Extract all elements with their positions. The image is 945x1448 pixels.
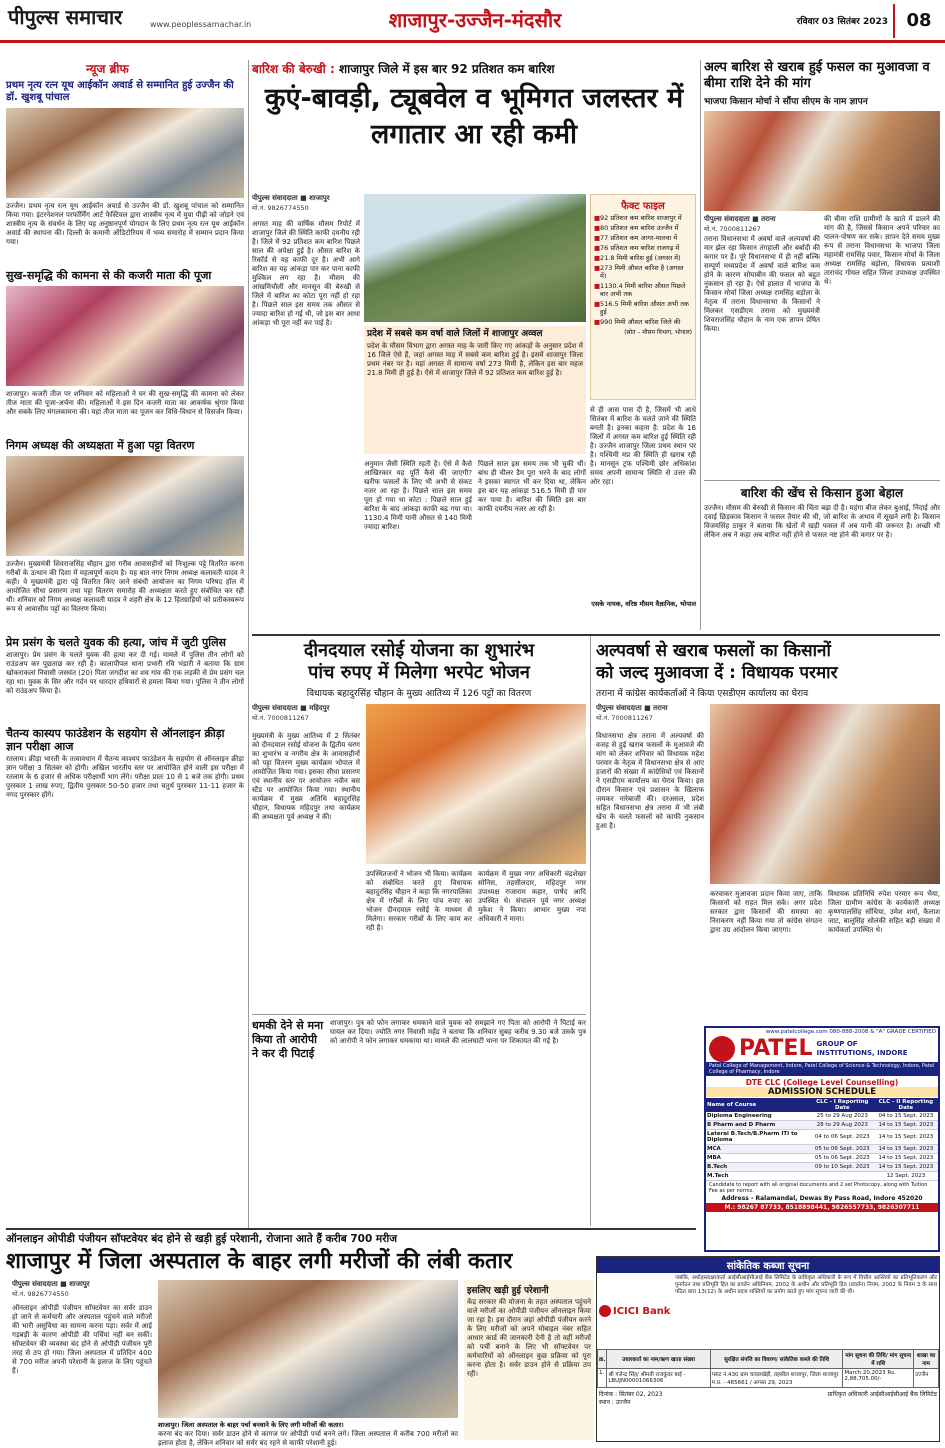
issue-date: रविवार 03 सितंबर 2023 — [796, 17, 888, 27]
notice-cell: प्लाट नं.430 ग्राम चावलखेड़ी, तहसील शाजापुर, जिला शाजापुर म.प्र. - 465661 / अगस्त 29, 2023 — [710, 1369, 843, 1388]
opd-box-head[interactable]: इसलिए खड़ी हुई परेशानी — [467, 1286, 549, 1296]
deen-text-3: कार्यक्रम में मुख्य नगर अधिकारी चंद्रशेखर सोनिस, तहसीलदार, महिदपुर नगर उपाध्यक्ष राजाराम कहार, पार्षद आदि उपस्थित थे। संचालन पूर्व नगर अध्यक्ष मुकेश ने किया। आभार मुख्य नपा अधिकारी ने माना। — [478, 870, 586, 923]
divider — [590, 636, 591, 1226]
bullet-icon: ■ — [594, 318, 601, 326]
logo[interactable] — [8, 3, 148, 35]
schedule-cell: 14 to 15 Sept. 2023 — [874, 1145, 938, 1154]
fact-list — [594, 214, 692, 326]
main-story — [252, 60, 696, 630]
notice-title: सांकेतिक कब्जा सूचना — [597, 1257, 939, 1273]
opd-box-text: केंद्र सरकार की योजना के तहत अस्पताल पहुंचने वाले मरीजों का ओपीडी पंजीयन ऑनलाइन किया जा रहा है। इस दौरान जहां ओपीडी पंजीयन करने के लिए मरीजों को अपने मोबाइल नंबर सहित आधार कार्ड की जानकारी देनी है तो वहीं मरीजों को पर्ची बनाने के लिए भी सॉफ्टवेयर पर कर्मचारियों को ऑनलाइन कुछ प्रक्रिया को पूरा करना होता है। सर्वर डाउन होने से प्रक्रिया ठप रही। — [467, 1298, 591, 1378]
deen-text-2: उपस्थितजनों ने भोजन भी किया। कार्यक्रम को संबोधित करते हुए विधायक बहादुरसिंह चौहान ने कहा कि नगरपालिका क्षेत्र में गरीबों के लिए पांच रुपए का भोजन दीनदयाल रसोई के माध्यम से मिलेगा। सरकार गरीबों के लिए काम कर रही है। — [366, 870, 472, 932]
right2-headline[interactable]: बारिश की खेंच से किसान हुआ बेहाल — [740, 486, 904, 500]
fact-item: ■ 990 मिमी औसत बारिश जिले की — [594, 318, 681, 326]
fact-item: ■ 92 प्रतिशत कम बारिश शाजापुर में — [594, 214, 682, 222]
bullet-icon: ■ — [594, 234, 601, 242]
fact-item: ■ 1130.4 मिमी बारिश औसत पिछले बार अभी तक — [594, 282, 686, 298]
schedule-cell: M.Tech — [706, 1172, 811, 1181]
opd-story: ऑनलाइन ओपीडी पंजीयन सॉफ्टवेयर बंद होने से खड़ी हुई परेशानी, रोजाना आते हैं करीब 700 मरीज शाजापुर में जिला अस्पताल के बाहर लगी मरीजों की लंबी कतार पीपुल्स संवाददाता ■ शाजापुर मो.नं. 9826774550 ऑनलाइन ओपीडी पंजीयन सॉफ्टवेयर का सर्वर डाउन हो जाने से कर्मचारी और अस्पताल पहुंचने वाले मरीजों की भारी असुविधा का सामना करना पड़ा। सर्वर में आई गड़बड़ी के कारण ओपीडी की पर्चियां नहीं बन सकीं। सॉफ्टवेयर की व्यवस्था बंद होने से ओपीडी पंजीयन पूरी तरह से ठप हो गया। जिला अस्पताल में प्रतिदिन 400 से 700 मरीज अपनी परेशानी के इलाज के लिए पहुंचते हैं। शाजापुर। जिला अस्पताल के बाहर पर्चा बनवाने के लिए लगी मरीजों की कतार। करना बंद कर दिया। सर्वर डाउन होने से कागज पर ओपीडी पर्चा बनने लगे। जिला अस्पताल में करीब 700 मरीजों का इलाज होता है, लेकिन शनिवार को सर्वर बंद रहने से काफी परेशानी हुई। इसलिए खड़ी हुई परेशानी केंद्र सरकार की योजना के तहत अस्पताल पहुंचने वाले मरीजों का ओपीडी पंजीयन ऑनलाइन किया जा रहा है। इस दौरान जहां ओपीडी पंजीयन करने के लिए मरीजों को अपने मोबाइल नंबर सहित आधार कार्ड की जानकारी देनी है तो वहीं मरीजों को पर्ची बनाने के लिए भी सॉफ्टवेयर पर कर्मचारियों को ऑनलाइन कुछ प्रक्रिया को पूरा करना होता है। सर्वर डाउन होने से प्रक्रिया ठप रही। — [6, 1232, 696, 1442]
brief-text-4: शाजापुर। प्रेम प्रसंग के चलते युवक की हत्या कर दी गई। मामले में पुलिस तीन लोगों को राउंडअप कर पूछताछ कर रही है। कालापीपल थाना प्रभारी रवि भंडारी ने बताया कि ग्राम खोकराकलां निवासी जसवंत (20) पिता जगदीश का शव गांव की एक लड़की से प्रेम प्रसंग चल रहा था। युवक के सिर और गर्दन पर धारदार हथियारों से हमला किया गया। पुलिस ने तीन लोगों को राउंडअप किया है। — [6, 651, 244, 695]
gherao-photo — [710, 704, 940, 884]
schedule-cell: B.Tech — [706, 1163, 811, 1172]
deendayal-story: दीनदयाल रसोई योजना का शुभारंभ पांच रुपए में मिलेगा भरपेट भोजन विधायक बहादुरसिंह चौहान के मुख्य आतिथ्य में 126 पट्टों का वितरण पीपुल्स संवाददाता ■ महिदपुर मो.नं. 7000811267 मुख्यमंत्री के मुख्य आतिथ्य में 2 सितंबर को दीनदयाल रसोई योजना के द्वितीय चरण का शुभारंभ व नगरीय क्षेत्र के आवासहीनों को पट्टा वितरण मुख्य कार्यक्रम भोपाल में आयोजित किया गया। इसका सीधा प्रसारण एवं स्थानीय स्तर पर आयोजन नवीन बस स्टैंड पर आयोजित किया गया। स्थानीय कार्यक्रम में मुख्य अतिथि बहादुरसिंह चौहान, विधायक महिदपुर तथा कार्यक्रम की अध्यक्षता पूर्व अध्यक्ष ने की। उपस्थितजनों ने भोजन भी किया। कार्यक्रम को संबोधित करते हुए विधायक बहादुरसिंह चौहान ने कहा कि नगरपालिका क्षेत्र में गरीबों के लिए पांच रुपए का भोजन दीनदयाल रसोई के माध्यम से मिलेगा। सरकार गरीबों के लिए काम कर रही है। कार्यक्रम में मुख्य नगर अधिकारी चंद्रशेखर सोनिस, तहसीलदार, महिदपुर नगर उपाध्यक्ष राजाराम कहार, पार्षद आदि उपस्थित थे। संचालन पूर्व नगर अध्यक्ष मुकेश ने किया। आभार मुख्य नपा अधिकारी ने माना। — [252, 640, 586, 1020]
bullet-icon: ■ — [594, 300, 601, 308]
main-byline: पीपुल्स संवाददाता ■ शाजापुर मो.नं. 9826774550 — [252, 194, 330, 212]
bullet-icon: ■ — [594, 214, 601, 222]
notice-header-cell: शाखा का नाम — [914, 1350, 939, 1369]
schedule-cell: MCA — [706, 1145, 811, 1154]
parmar-story: अल्पवर्षा से खराब फसलों का किसानों को जल्द मुआवजा दें : विधायक परमार तराना में कांग्रेस कार्यकर्ताओं ने किया एसडीएम कार्यालय का घेराव पीपुल्स संवाददाता ■ तराना मो.नं. 7000811267 विधानसभा क्षेत्र तराना में अल्पवर्षा की वजह से हुई खराब फसलों के मुआवजे की मांग को लेकर शनिवार को विधायक महेश परमार के नेतृत्व में विधानसभा क्षेत्र से आए हजारों की संख्या में कांग्रेसियों एवं किसानों ने एसडीएम कार्यालय का घेराव किया। इस दौरान किसान एवं प्रशासन के खिलाफ जमकर नारेबाजी की। दरअसल, प्रदेश सहित विधानसभा क्षेत्र तराना में भी लंबी खेंच के चलते फसलों को काफी नुकसान हुआ है। करवाकर मुआवजा प्रदान किया जाए, ताकि किसानों को राहत मिल सके। अगर प्रदेश सरकार द्वारा किसानों की समस्या का निराकरण नहीं किया गया तो कांग्रेस संगठन द्वारा उग्र आंदोलन किया जाएगा। विधायक प्रतिनिधि रुपेश परमार रूप भैया, जिला ग्रामीण कांग्रेस के कार्यकारी अध्यक्ष कृष्णपालसिंह सोंधिया, उमेश शर्मा, कैलाश जाट, बालूसिंह सोलंकी सहित बड़ी संख्या में कार्यकर्ता उपस्थित थे। — [596, 640, 940, 1020]
award-photo — [6, 108, 244, 198]
main-text-3: पिछले साल इस समय तक भी चुकी थी। बांध ही चीलर डैम पूरा भरने के बाद लोगों ने इसका स्वागत भी कर दिया था, लेकिन इस बार यह आंकड़ा 516.5 मिमी ही पार कर पाया है। बारिश की स्थिति इस बार काफी दयनीय नजर आ रही है। — [478, 460, 586, 513]
brief-headline-3[interactable]: निगम अध्यक्ष की अध्यक्षता में हुआ पट्टा वितरण — [6, 439, 195, 452]
right2-text: उज्जैन। मौसम की बेरुखी से किसान की चिंता बढ़ा दी है। महंगा बीज लेकर बुआई, निंदाई और दवाई छिड़काव किसान ने फसल तैयार की थी, जो बारिश के अभाव में सूखने लगी है। किसान विजयसिंह ठाकुर ने बताया कि खेतों में खड़ी फसल में अब पानी की जरूरत है। अच्छी थी लेकिन अब ने कहा अब बारिश नहीं होने से फसल नष्ट होने की कगार पर है। — [704, 504, 940, 539]
schedule-cell: 12 Sept. 2023 — [874, 1172, 938, 1181]
dhamki-text: शाजापुर। पुत्र को फोन लगाकर धमकाने वाले युवक को समझाने गए पिता को आरोपी ने पिटाई कर घायल कर दिया। ज्योति नगर निवासी महेंद्र ने बताया कि शनिवार सुबह करीब 9.30 बजे उसके पुत्र को आरोपी ने फोन लगाकर धमकाया था। मामले की लालघाटी थाना पर शिकायत की गई है। — [330, 1019, 586, 1045]
schedule-cell: 05 to 06 Sept. 2023 — [811, 1154, 874, 1163]
deen-headline-1[interactable]: दीनदयाल रसोई योजना का शुभारंभ — [303, 640, 535, 661]
brief-label: न्यूज ब्रीफ — [86, 62, 129, 76]
teej-puja-photo — [6, 286, 244, 386]
dhamki-story — [252, 1014, 586, 1090]
schedule-row — [706, 1163, 938, 1172]
bullet-icon: ■ — [594, 254, 601, 262]
state-box-head[interactable]: प्रदेश में सबसे कम वर्षा वाले जिलों में शाजापुर अव्वल — [367, 329, 543, 339]
brief-text-5: रतलाम। क्रीड़ा भारती के तत्वावधान में चैतन्य काश्यप फाउंडेशन के सहयोग से ऑनलाइन क्रीड़ा ज्ञान परीक्षा 3 सितंबर को होगी। अखिल भारतीय स्तर पर आयोजित होने वाली इस परीक्षा में रतलाम के 6 हजार से अधिक परीक्षार्थी भाग लेंगे। परीक्षा प्रातः 10 से 1 बजे तक होगी। प्रथम पुरस्कार 1 लाख रुपए, द्वितीय पुरस्कार 50-50 हजार तथा चतुर्थ पुरस्कार 11-11 हजार के नगद पुरस्कार होंगे। — [6, 755, 244, 799]
notice-header-cell: क्र. — [598, 1350, 607, 1369]
fact-item: ■ 76 प्रतिशत कम बारिश राजगढ़ में — [594, 244, 680, 252]
divider — [6, 1228, 696, 1230]
schedule-row — [706, 1121, 938, 1130]
schedule-row — [706, 1172, 938, 1181]
bullet-icon: ■ — [594, 244, 601, 252]
notice-table — [597, 1349, 939, 1388]
notice-date: दिनांक : सितंबर 02, 2023 — [599, 1391, 663, 1398]
parmar-text-1: विधानसभा क्षेत्र तराना में अल्पवर्षा की वजह से हुई खराब फसलों के मुआवजे की मांग को लेकर शनिवार को विधायक महेश परमार के नेतृत्व में विधानसभा क्षेत्र से आए हजारों की संख्या में कांग्रेसियों एवं किसानों ने एसडीएम कार्यालय का घेराव किया। इस दौरान किसान एवं प्रशासन के खिलाफ जमकर नारेबाजी की। दरअसल, प्रदेश सहित विधानसभा क्षेत्र तराना में भी लंबी खेंच के चलते फसलों को काफी नुकसान हुआ है। — [596, 732, 704, 830]
deen-text-1: मुख्यमंत्री के मुख्य आतिथ्य में 2 सितंबर को दीनदयाल रसोई योजना के द्वितीय चरण का शुभारंभ व नगरीय क्षेत्र के आवासहीनों को पट्टा वितरण मुख्य कार्यक्रम भोपाल में आयोजित किया गया। इसका सीधा प्रसारण एवं स्थानीय स्तर पर आयोजन नवीन बस स्टैंड पर आयोजित किया गया। स्थानीय कार्यक्रम में मुख्य अतिथि बहादुरसिंह चौहान, विधायक महिदपुर तथा कार्यक्रम की अध्यक्षता पूर्व अध्यक्ष ने की। — [252, 732, 360, 821]
admission-schedule-table: Name of Course CLC - I Reporting Date CLC - II Reporting Date Diploma Engineering 25 to 29 Aug 2023 04 to 15 Sept. 2023 B Pharm and D Pharm 28 to 29 Aug 2023 14 to 15 Sept. 2023 Lateral B.Tech/B.Pharm ITI to Diploma 04 to 06 Sept. 2023 14 to 15 Sept. 2023 MCA 05 to 06 Sept. 2023 14 to 15 Sept. 2023 MBA 05 to 06 Sept. 2023 14 to 15 Sept. 2023 B.Tech 09 to 10 Sept. 2023 14 to 15 Sept. 2023 M.Tech 12 Sept. 2023 — [706, 1098, 938, 1181]
schedule-row — [706, 1130, 938, 1145]
brief-text-1: उज्जैन। प्रथम नृत्य रत्न यूथ आईकॉन अवार्ड से उज्जैन की डॉ. खुशबू पांचाल को सम्मानित किया गया। इंटरनेशनल परफॉर्मिंग आर्ट फेस्टिवल द्वारा शास्त्रीय नृत्य में युवा पीढ़ी को जोड़ने एवं शास्त्रीय नृत्य के संवर्धन के लिए यह अनुष्ठानपूर्ण योगदान के लिए प्रथम नृत्य रत्न यूथ आईकॉन अवार्ड की स्थापना की। दिल्ली के कमानी ऑडिटोरियम में भव्य समारोह में सम्मान प्रदान किया गया। — [6, 202, 244, 246]
main-kicker: बारिश की बेरुखी : शाजापुर जिले में इस बार 92 प्रतिशत कम बारिश — [252, 62, 555, 76]
schedule-row — [706, 1112, 938, 1121]
logo-text: पीपुल्स समाचार — [8, 5, 123, 29]
memorandum-photo — [704, 111, 940, 211]
patel-name: PATEL — [739, 1036, 813, 1061]
header-rule — [0, 40, 945, 43]
notice-cell: March 20,2023 Rs. 2,88,705.00/- — [843, 1369, 914, 1388]
parmar-text-2: करवाकर मुआवजा प्रदान किया जाए, ताकि किसानों को राहत मिल सके। अगर प्रदेश सरकार द्वारा किसानों की समस्या का निराकरण नहीं किया गया तो कांग्रेस संगठन द्वारा उग्र आंदोलन किया जाएगा। — [710, 890, 822, 934]
main-text-1: अगस्त माह की वार्षिक मौसम रिपोर्ट में शाजापुर जिले की स्थिति काफी दयनीय रही है। जिले में 92 प्रतिशत कम बारिश पिछले साल की अपेक्षा हुई है। औसत बारिश के रिकॉर्ड से यह काफी दूर है। अभी आगे बारिश का यह आंकड़ा पार कर पाना काफी मुश्किल लग रहा है। मौसम की आंखमिचौली और मानसून की बेरुखी से जिले में बारिश का कोटा पूरा नहीं हो रहा है। पिछले साल इस समय तक औसत से ज्यादा बारिश हो गई थी, जो इस बार आधा आंकड़ा भी पूरा नहीं कर पाई है। — [252, 220, 360, 327]
schedule-cell: Diploma Engineering — [706, 1112, 811, 1121]
state-box — [364, 326, 586, 454]
fact-item: ■ 21.8 मिमी बारिश हुई (अगस्त में) — [594, 254, 681, 262]
fact-file — [590, 194, 696, 400]
divider — [248, 60, 249, 1230]
site-url[interactable]: www.peoplessamachar.in — [150, 20, 252, 29]
schedule-cell: MBA — [706, 1154, 811, 1163]
right-story-farmers — [704, 484, 940, 630]
dry-pond-photo — [364, 194, 586, 322]
opd-text: ऑनलाइन ओपीडी पंजीयन सॉफ्टवेयर का सर्वर डाउन हो जाने से कर्मचारी और अस्पताल पहुंचने वाले मरीजों की भारी असुविधा का सामना करना पड़ा। सर्वर में आई गड़बड़ी के कारण ओपीडी की पर्चियां नहीं बन सकीं। सॉफ्टवेयर की व्यवस्था बंद होने से ओपीडी पंजीयन पूरी तरह से ठप हो गया। जिला अस्पताल में प्रतिदिन 400 से 700 मरीज अपनी परेशानी के इलाज के लिए पहुंचते हैं। — [12, 1304, 152, 1375]
opd-box — [464, 1280, 594, 1440]
notice-cell: श्री गजेन्द्र सिंह/ श्रीमती राजकुंवर बाई - LBUJN00001066306 — [607, 1369, 710, 1388]
right-story-compensation: अल्प बारिश से खराब हुई फसल का मुआवजा व बीमा राशि देने की मांग भाजपा किसान मोर्चा ने सौंपा सीएम के नाम ज्ञापन पीपुल्स संवाददाता ■ तराना मो.नं. 7000811267 तराना विधानसभा में अवर्षा वाले अल्पवर्षा की मार झेल रहा किसान तंगहाली और बर्बादी की कगार पर है। पूरे विधानसभा में ही नहीं बल्कि सम्पूर्ण मध्यप्रदेश में अवर्षा वाले बारिश कम होने के कारण सोयाबीन की फसल को बहुत नुकसान हो रहा है। ऐसे हालात में भाजपा के किसान मोर्चा जिला अध्यक्ष रामसिंह बड़ोला के नेतृत्व में तराना विधानसभा के किसानों ने मिलकर एसडीएम तराना को मुख्यमंत्री शिवराजसिंह चौहान के नाम एक ज्ञापन प्रेषित किया। की बीमा राशि ग्रामीणों के खाते में डालने की मांग की है, जिससे किसान अपने परिवार का पालन-पोषण कर सके। ज्ञापन देते समय मुख्य रूप से तराना विधानसभा के भाजपा जिला महामंत्री रामसिंह पवार, किसान मोर्चा के जिला अध्यक्ष रामसिंह बड़ोला, विधायक प्रत्याशी ताराचंद गोयल सहित जिला उपाध्यक्ष उपस्थित थे। — [704, 60, 940, 432]
masthead — [0, 0, 945, 40]
patel-group: GROUP OF INSTITUTIONS, INDORE — [816, 1040, 908, 1057]
parmar-headline-1[interactable]: अल्पवर्षा से खराब फसलों का किसानों — [596, 641, 831, 661]
right1-headline[interactable]: अल्प बारिश से खराब हुई फसल का मुआवजा व बीमा राशि देने की मांग — [704, 60, 930, 91]
deen-sub: विधायक बहादुरसिंह चौहान के मुख्य आतिथ्य में 126 पट्टों का वितरण — [306, 689, 532, 699]
patel-note: Candidate to report with all original documents and 2 set Photocopy, along with Tuition Fee as per norms. — [709, 1182, 928, 1194]
section-title: शाजापुर-उज्जैन-मंदसौर — [388, 8, 562, 32]
patient-queue-photo — [158, 1280, 458, 1418]
patta-vitaran-photo — [6, 456, 244, 556]
notice-cell: उज्जैन — [914, 1369, 939, 1388]
brief-headline-4[interactable]: प्रेम प्रसंग के चलते युवक की हत्या, जांच में जुटी पुलिस — [6, 636, 226, 649]
fact-item: ■ 516.5 मिमी बारिश औसत अभी तक हुई — [594, 300, 689, 316]
schedule-row — [706, 1154, 938, 1163]
right1-text-2: की बीमा राशि ग्रामीणों के खाते में डालने की मांग की है, जिससे किसान अपने परिवार का पालन-पोषण कर सके। ज्ञापन देते समय मुख्य रूप से तराना विधानसभा के भाजपा जिला महामंत्री रामसिंह पवार, किसान मोर्चा के जिला अध्यक्ष रामसिंह बड़ोला, विधायक प्रत्याशी ताराचंद गोयल सहित जिला उपाध्यक्ष उपस्थित थे। — [824, 215, 940, 286]
notice-place: स्थान : उज्जैन — [599, 1399, 631, 1406]
notice-text: जबकि, अधोहस्ताक्षरकर्ता आईसीआईसीआई बैंक लिमिटेड के प्राधिकृत अधिकारी के रूप में वित्तीय आस्तियों का प्रतिभूतिकरण और पुनर्गठन तथा प्रतिभूति हित का प्रवर्तन अधिनियम, 2002 के अधीन और प्रतिभूति हित (प्रवर्तन) नियम, 2002 के नियम 3 के साथ पठित धारा 13(12) के अधीन प्रदत्त शक्तियों का प्रयोग करते हुए मांग सूचना जारी की थी। — [675, 1275, 937, 1295]
notice-cell: 1. — [598, 1369, 607, 1388]
opd-headline[interactable]: शाजापुर में जिला अस्पताल के बाहर लगी मरीजों की लंबी कतार — [6, 1249, 513, 1274]
brief-text-2: शाजापुर। कजरी तीज पर शनिवार को महिलाओं ने घर की सुख-समृद्धि की कामना को लेकर तीज माता की पूजा-अर्चना की। महिलाओं ने इस दिन कजरी माता का आकर्षक श्रृंगार किया और सबके लिए मंगलकामना की। यहां तीज माता का पूजन कर विधि-विधान से विसर्जन किया। — [6, 390, 244, 416]
icici-notice[interactable] — [596, 1256, 940, 1442]
patel-phones: M.: 98267 87733, 8518898441, 9826557733, 9826307711 — [706, 1203, 938, 1212]
page-number: 08 — [893, 4, 943, 38]
schedule-cell — [811, 1172, 874, 1181]
patel-schedule: ADMISSION SCHEDULE — [706, 1087, 938, 1097]
divider — [704, 480, 940, 481]
main-headline[interactable]: कुएं-बावड़ी, ट्यूबवेल व भूमिगत जलस्तर में लगातार आ रही कमी — [264, 83, 684, 150]
patel-top-line: www.patelcollege.com 080-888-2008 & "A" GRADE CERTIFIED — [765, 1029, 936, 1035]
main-text-2: अनुमान जैसी स्थिति रहती है। ऐसे में कैसे आखिरकार यह पूर्ति कैसे की जाएगी? खरीफ फसलों के लिए भी अभी से संकट नजर आ रहा है। पिछले साल इस समय पूरा हो गया था कोटा : पिछले साल हुई बारिश के बाद आंकड़ा काफी बढ़ गया था। 1130.4 मिमी यानी औसत से 140 मिमी ज्यादा बारिश। — [364, 460, 472, 531]
bullet-icon: ■ — [594, 264, 601, 272]
rasoi-launch-photo — [366, 704, 586, 864]
schedule-row — [706, 1145, 938, 1154]
schedule-cell: 04 to 15 Sept. 2023 — [874, 1112, 938, 1121]
schedule-cell: 28 to 29 Aug 2023 — [811, 1121, 874, 1130]
news-brief-column — [6, 60, 244, 1230]
divider — [700, 60, 701, 630]
brief-text-3: उज्जैन। मुख्यमंत्री शिवराजसिंह चौहान द्वारा गरीब आवासहीनों को निःशुल्क पट्टे वितरित करना गरीबों के उत्थान की दिशा में महत्वपूर्ण कदम है। यह बात नगर निगम अध्यक्ष कलावती यादव ने कही। वे मुख्यमंत्री द्वारा पट्टे वितरित किए जाने संबंधी आयोजन का निगम परिषद हॉल में आयोजित सीधा प्रसारण तथा पट्टा वितरण समारोह की अध्यक्षता करते हुए संबोधित कर रही थीं। शनिवार को निगम अध्यक्ष कलावती यादव ने शहरी क्षेत्र के 12 हितग्राहियों को प्रतीकस्वरूप रूप से आवासीय पट्टों का वितरण किया। — [6, 560, 244, 613]
state-box-text: प्रदेश के मौसम विभाग द्वारा अगस्त माह के जारी किए गए आंकड़ों के अनुसार प्रदेश में 16 जिले ऐसे हैं, जहां अगस्त माह में सबसे कम बारिश हुई है। इसमें शाजापुर जिला प्रथम नंबर पर है। यहां अगस्त में सामान्य वर्षा 273 मिमी है, लेकिन इस बार महज 21.8 मिमी ही हुई है। ऐसे में शाजापुर जिले में 92 प्रतिशत कम बारिश हुई है। — [367, 342, 583, 377]
right1-text: तराना विधानसभा में अवर्षा वाले अल्पवर्षा की मार झेल रहा किसान तंगहाली और बर्बादी की कगार पर है। पूरे विधानसभा में ही नहीं बल्कि सम्पूर्ण मध्यप्रदेश में अवर्षा वाले बारिश कम होने के कारण सोयाबीन की फसल को बहुत नुकसान हो रहा है। ऐसे हालात में भाजपा के किसान मोर्चा जिला अध्यक्ष रामसिंह बड़ोला के नेतृत्व में तराना विधानसभा के किसानों ने मिलकर एसडीएम तराना को मुख्यमंत्री शिवराजसिंह चौहान के नाम एक ज्ञापन प्रेषित किया। — [704, 235, 820, 333]
notice-header-cell: उधारकर्ता का नाम/ऋण खाता संख्या — [607, 1350, 710, 1369]
fact-item: ■ 77 प्रतिशत कम आगर-मालवा में — [594, 234, 678, 242]
expert-name: एसके नायक, वरिष्ठ मौसम वैज्ञानिक, भोपाल — [591, 600, 696, 608]
divider — [252, 634, 940, 636]
fact-item: ■ 273 मिमी औसत बारिश है (अगस्त में) — [594, 264, 684, 280]
brief-headline-5[interactable]: चैतन्य कास्यप फाउंडेशन के सहयोग से ऑनलाइन क्रीड़ा ज्ञान परीक्षा आज — [6, 727, 225, 753]
schedule-cell: 14 to 15 Sept. 2023 — [874, 1154, 938, 1163]
opd-caption: शाजापुर। जिला अस्पताल के बाहर पर्चा बनवाने के लिए लगी मरीजों की कतार। — [158, 1421, 344, 1429]
parmar-sub: तराना में कांग्रेस कार्यकर्ताओं ने किया एसडीएम कार्यालय का घेराव — [596, 689, 809, 699]
schedule-cell: 09 to 10 Sept. 2023 — [811, 1163, 874, 1172]
notice-header-cell: सुरक्षित संपत्ति का विवरण/ सांकेतिक कब्जे की तिथि — [710, 1350, 843, 1369]
parmar-text-3: विधायक प्रतिनिधि रुपेश परमार रूप भैया, जिला ग्रामीण कांग्रेस के कार्यकारी अध्यक्ष कृष्णपालसिंह सोंधिया, उमेश शर्मा, कैलाश जाट, बालूसिंह सोलंकी सहित बड़ी संख्या में कार्यकर्ता उपस्थित थे। — [828, 890, 940, 934]
fact-source: (स्रोत – मौसम विभाग, भोपाल) — [624, 329, 692, 336]
brief-headline-1[interactable]: प्रथम नृत्य रत्न यूथ आईकॉन अवार्ड से सम्मानित हुई उज्जैन की डॉ. खुशबू पांचाल — [6, 80, 234, 103]
notice-signature: प्राधिकृत अधिकारी आईसीआईसीआई बैंक लिमिटेड — [827, 1391, 937, 1398]
patel-tagline: Patel College of Management, Indore, Patel College of Science & Technology, Indore, Patel College of Pharmacy, Indore — [706, 1062, 938, 1076]
schedule-cell: B Pharm and D Pharm — [706, 1121, 811, 1130]
icici-logo-icon — [599, 1305, 611, 1317]
patel-advertisement[interactable] — [704, 1026, 940, 1252]
bullet-icon: ■ — [594, 224, 601, 232]
schedule-cell: 14 to 15 Sept. 2023 — [874, 1121, 938, 1130]
schedule-cell: 05 to 06 Sept. 2023 — [811, 1145, 874, 1154]
bullet-icon: ■ — [594, 282, 601, 290]
schedule-cell: 14 to 15 Sept. 2023 — [874, 1130, 938, 1145]
fact-file-title: फैक्ट फाइल — [621, 201, 665, 212]
patel-logo-icon — [709, 1036, 735, 1062]
dhamki-headline[interactable]: धमकी देने से मना किया तो आरोपी ने कर दी पिटाई — [252, 1019, 324, 1060]
patel-address: Address - Ralamandal, Dewas By Pass Road, Indore 452020 — [721, 1195, 923, 1202]
schedule-cell: Lateral B.Tech/B.Pharm ITI to Diploma — [706, 1130, 811, 1145]
opd-bottom-text: करना बंद कर दिया। सर्वर डाउन होने से कागज पर ओपीडी पर्चा बनने लगे। जिला अस्पताल में करीब 700 मरीजों का इलाज होता है, लेकिन शनिवार को सर्वर बंद रहने से काफी परेशानी हुई। — [158, 1430, 458, 1447]
opd-kicker[interactable]: ऑनलाइन ओपीडी पंजीयन सॉफ्टवेयर बंद होने से खड़ी हुई परेशानी, रोजाना आते हैं करीब 700 मरीज — [6, 1233, 398, 1245]
schedule-cell: 25 to 29 Aug 2023 — [811, 1112, 874, 1121]
schedule-cell: 14 to 15 Sept. 2023 — [874, 1163, 938, 1172]
brief-headline-2[interactable]: सुख-समृद्धि की कामना से की कजरी माता की पूजा — [6, 269, 212, 282]
parmar-headline-2[interactable]: को जल्द मुआवजा दें : विधायक परमार — [596, 663, 838, 683]
schedule-cell: 04 to 06 Sept. 2023 — [811, 1130, 874, 1145]
notice-header-cell: मांग सूचना की तिथि/ मांग सूचना में राशि — [843, 1350, 914, 1369]
deen-headline-2[interactable]: पांच रुपए में मिलेगा भरपेट भोजन — [308, 662, 530, 683]
fact-item: ■ 80 प्रतिशत कम बारिश उज्जैन में — [594, 224, 679, 232]
main-text-4: से ही आस पास दी है, जिसमें भी आधे सितंबर में बारिश के चलते जाने की स्थिति बनती है। इनका कहना है: प्रदेश के 16 जिलों में अगस्त कम बारिश हुई स्थिति रही है। उज्जैन शाजापुर जिला प्रथम स्थान पर है। पश्चिमी मप्र की स्थिति ही खराब रही है। मानसून ट्रफ पश्चिमी छोर अधिकांश समय अपनी सामान्य स्थिति से उत्तर की ओर रहा। एसके नायक, वरिष्ठ मौसम वैज्ञानिक, भोपाल — [590, 406, 696, 608]
icici-logo: ICICI Bank — [599, 1275, 671, 1347]
patel-dte: DTE CLC (College Level Counselling) — [745, 1078, 899, 1087]
right1-sub: भाजपा किसान मोर्चा ने सौंपा सीएम के नाम ज्ञापन — [704, 97, 868, 107]
